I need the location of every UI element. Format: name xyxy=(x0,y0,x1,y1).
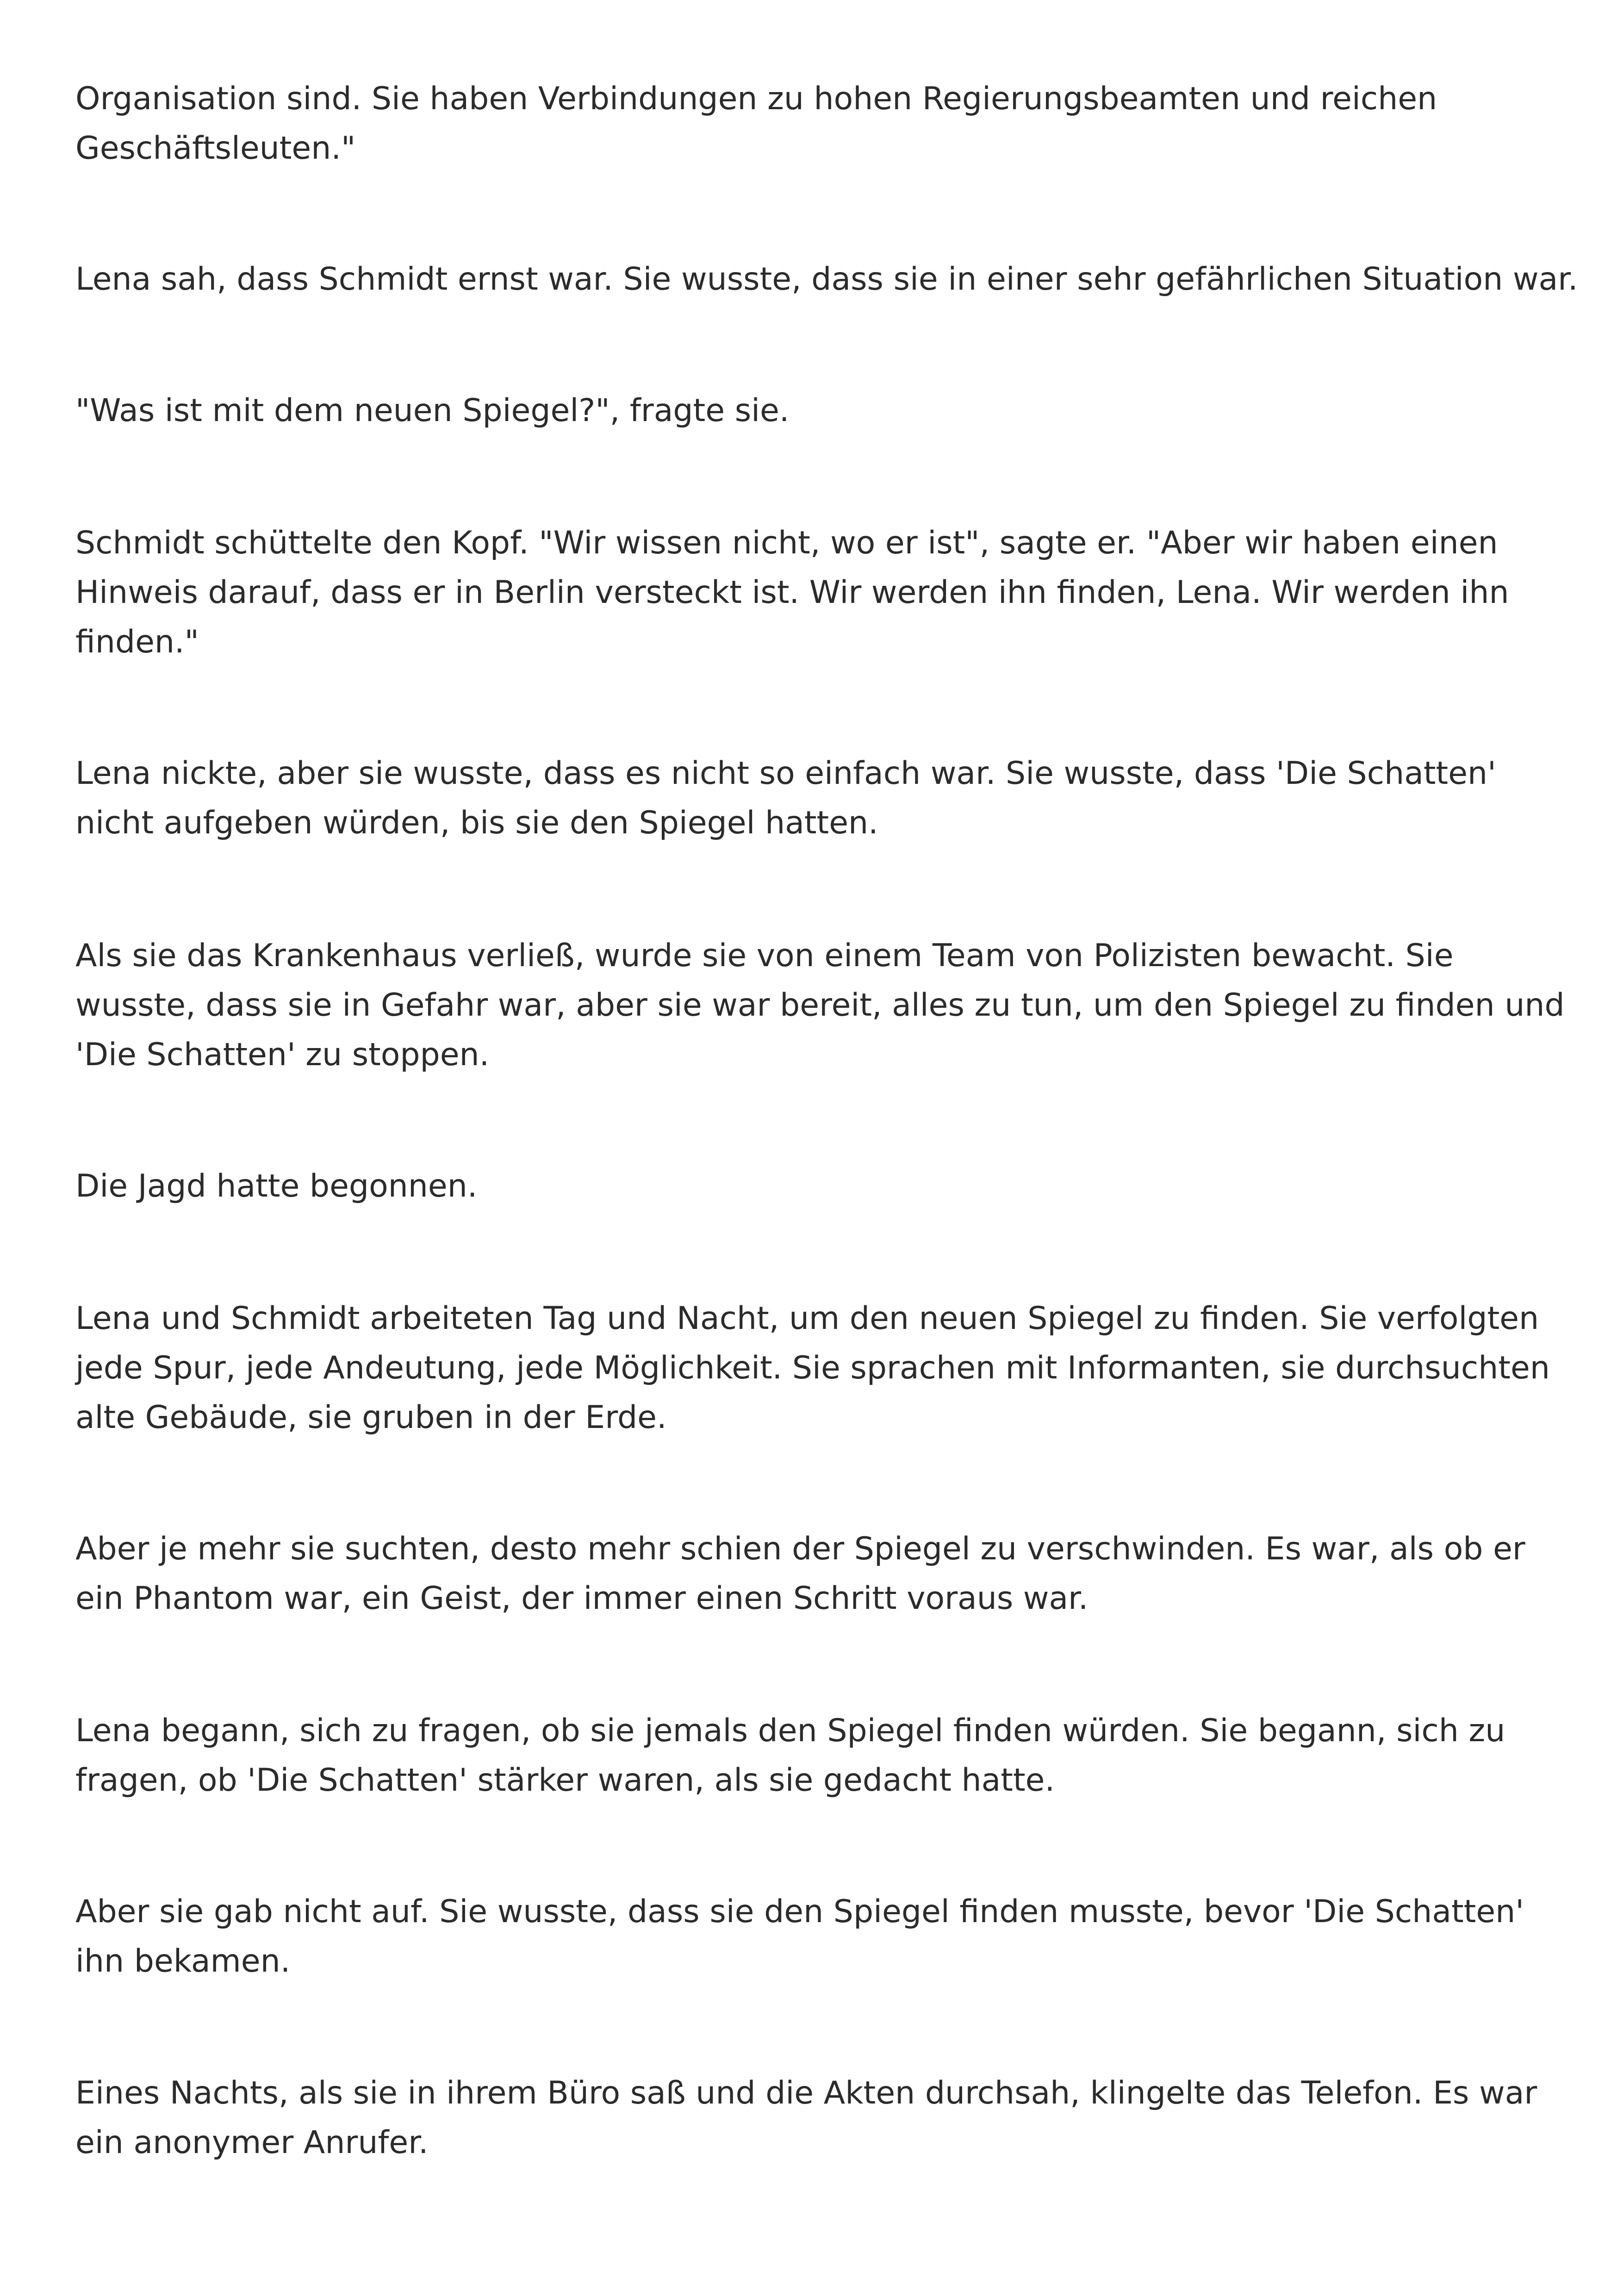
text-line: Aber sie gab nicht auf. Sie wusste, dass sie den Spiegel finden musste, bevor 'Die Schatten' xyxy=(75,1893,1524,1930)
paragraph xyxy=(75,1294,1556,1442)
text-line: fragen, ob 'Die Schatten' stärker waren, als sie gedacht hatte. xyxy=(75,1762,1055,1799)
paragraph xyxy=(75,518,1556,667)
text-line: "Was ist mit dem neuen Spiegel?", fragte sie. xyxy=(75,392,790,429)
text-line: ein anonymer Anrufer. xyxy=(75,2124,429,2161)
text-line: nicht aufgeben würden, bis sie den Spiegel hatten. xyxy=(75,805,878,841)
paragraph xyxy=(75,1706,1556,1805)
paragraph xyxy=(75,2068,1556,2167)
text-line: Schmidt schüttelte den Kopf. "Wir wissen nicht, wo er ist", sagte er. "Aber wir haben einen xyxy=(75,525,1498,561)
paragraph xyxy=(75,254,1578,304)
paragraph xyxy=(75,74,1556,173)
paragraph xyxy=(75,1161,1556,1211)
text-line: Lena sah, dass Schmidt ernst war. Sie wusste, dass sie in einer sehr gefährlichen Situation war. xyxy=(75,261,1578,298)
text-line: Geschäftsleuten." xyxy=(75,130,356,167)
text-line: Hinweis darauf, dass er in Berlin versteckt ist. Wir werden ihn finden, Lena. Wir werden ihn xyxy=(75,574,1509,611)
text-line: Organisation sind. Sie haben Verbindungen zu hohen Regierungsbeamten und reichen xyxy=(75,81,1437,117)
text-line: 'Die Schatten' zu stoppen. xyxy=(75,1036,490,1073)
paragraph xyxy=(75,386,1556,435)
text-line: Lena und Schmidt arbeiteten Tag und Nacht, um den neuen Spiegel zu finden. Sie verfolgten xyxy=(75,1300,1539,1337)
text-line: Eines Nachts, als sie in ihrem Büro saß und die Akten durchsah, klingelte das Telefon. Es war xyxy=(75,2075,1537,2111)
paragraph xyxy=(75,749,1556,848)
text-line: Als sie das Krankenhaus verließ, wurde sie von einem Team von Polizisten bewacht. Sie xyxy=(75,937,1454,974)
text-line: ein Phantom war, ein Geist, der immer einen Schritt voraus war. xyxy=(75,1580,1088,1617)
text-line: Lena nickte, aber sie wusste, dass es nicht so einfach war. Sie wusste, dass 'Die Schatten' xyxy=(75,755,1496,792)
text-line: finden." xyxy=(75,624,199,660)
text-line: alte Gebäude, sie gruben in der Erde. xyxy=(75,1399,667,1436)
text-line: Die Jagd hatte begonnen. xyxy=(75,1168,478,1204)
paragraph xyxy=(75,931,1565,1080)
text-line: wusste, dass sie in Gefahr war, aber sie war bereit, alles zu tun, um den Spiegel zu finden und xyxy=(75,987,1565,1024)
text-line: ihn bekamen. xyxy=(75,1943,291,1980)
text-line: jede Spur, jede Andeutung, jede Möglichkeit. Sie sprachen mit Informanten, sie durchsuchten xyxy=(75,1350,1550,1386)
paragraph xyxy=(75,1887,1556,1986)
text-line: Lena begann, sich zu fragen, ob sie jemals den Spiegel finden würden. Sie begann, sich zu xyxy=(75,1713,1505,1749)
paragraph xyxy=(75,1524,1556,1623)
text-line: Aber je mehr sie suchten, desto mehr schien der Spiegel zu verschwinden. Es war, als ob er xyxy=(75,1531,1525,1567)
